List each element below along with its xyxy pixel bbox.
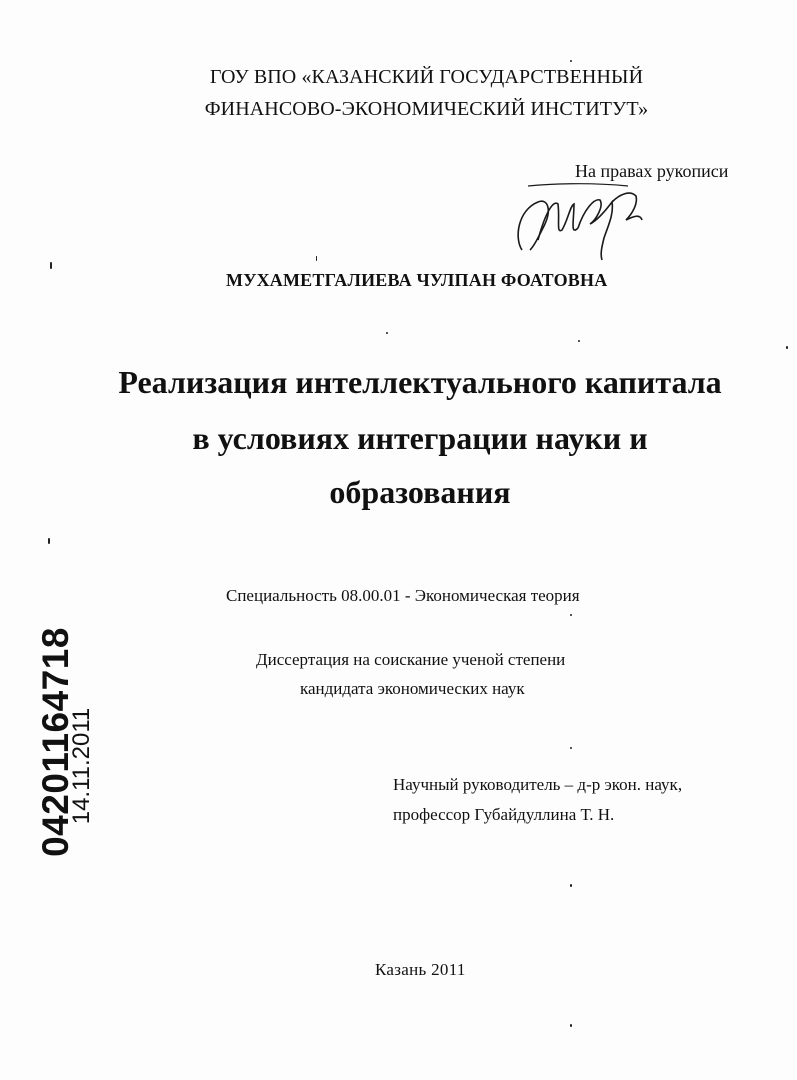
- scan-speck: [316, 256, 317, 261]
- scan-speck: [570, 614, 572, 616]
- scan-speck: [570, 884, 572, 887]
- library-stamp-code: 04201164718: [35, 627, 76, 857]
- manuscript-note: На правах рукописи: [575, 161, 729, 181]
- degree-line-2: кандидата экономических наук: [300, 679, 525, 698]
- scan-speck: [786, 346, 788, 349]
- scan-speck: [48, 538, 50, 544]
- institution-line-1: ГОУ ВПО «КАЗАНСКИЙ ГОСУДАРСТВЕННЫЙ: [209, 66, 644, 88]
- scan-speck: [386, 332, 388, 334]
- library-stamp-date: 14.11.2011: [68, 707, 95, 825]
- scan-speck: [570, 1024, 572, 1027]
- thesis-title-line-3: образования: [329, 474, 511, 510]
- specialty-line: Специальность 08.00.01 - Экономическая теория: [226, 586, 580, 605]
- supervisor-line-2: профессор Губайдуллина Т. Н.: [393, 805, 615, 824]
- thesis-title-line-1: Реализация интеллектуального капитала: [118, 364, 722, 400]
- scan-speck: [570, 747, 572, 749]
- scan-speck: [578, 340, 580, 342]
- degree-line-1: Диссертация на соискание ученой степени: [256, 650, 566, 669]
- supervisor-line-1: Научный руководитель – д-р экон. наук,: [393, 775, 683, 794]
- author-name: МУХАМЕТГАЛИЕВА ЧУЛПАН ФОАТОВНА: [226, 270, 608, 290]
- handwritten-signature: [508, 180, 648, 262]
- institution-line-2: ФИНАНСОВО-ЭКОНОМИЧЕСКИЙ ИНСТИТУТ»: [204, 98, 649, 120]
- scan-speck: [570, 60, 572, 62]
- city-year: Казань 2011: [375, 960, 466, 979]
- thesis-title-line-2: в условиях интеграции науки и: [192, 420, 648, 456]
- scan-speck: [50, 262, 52, 269]
